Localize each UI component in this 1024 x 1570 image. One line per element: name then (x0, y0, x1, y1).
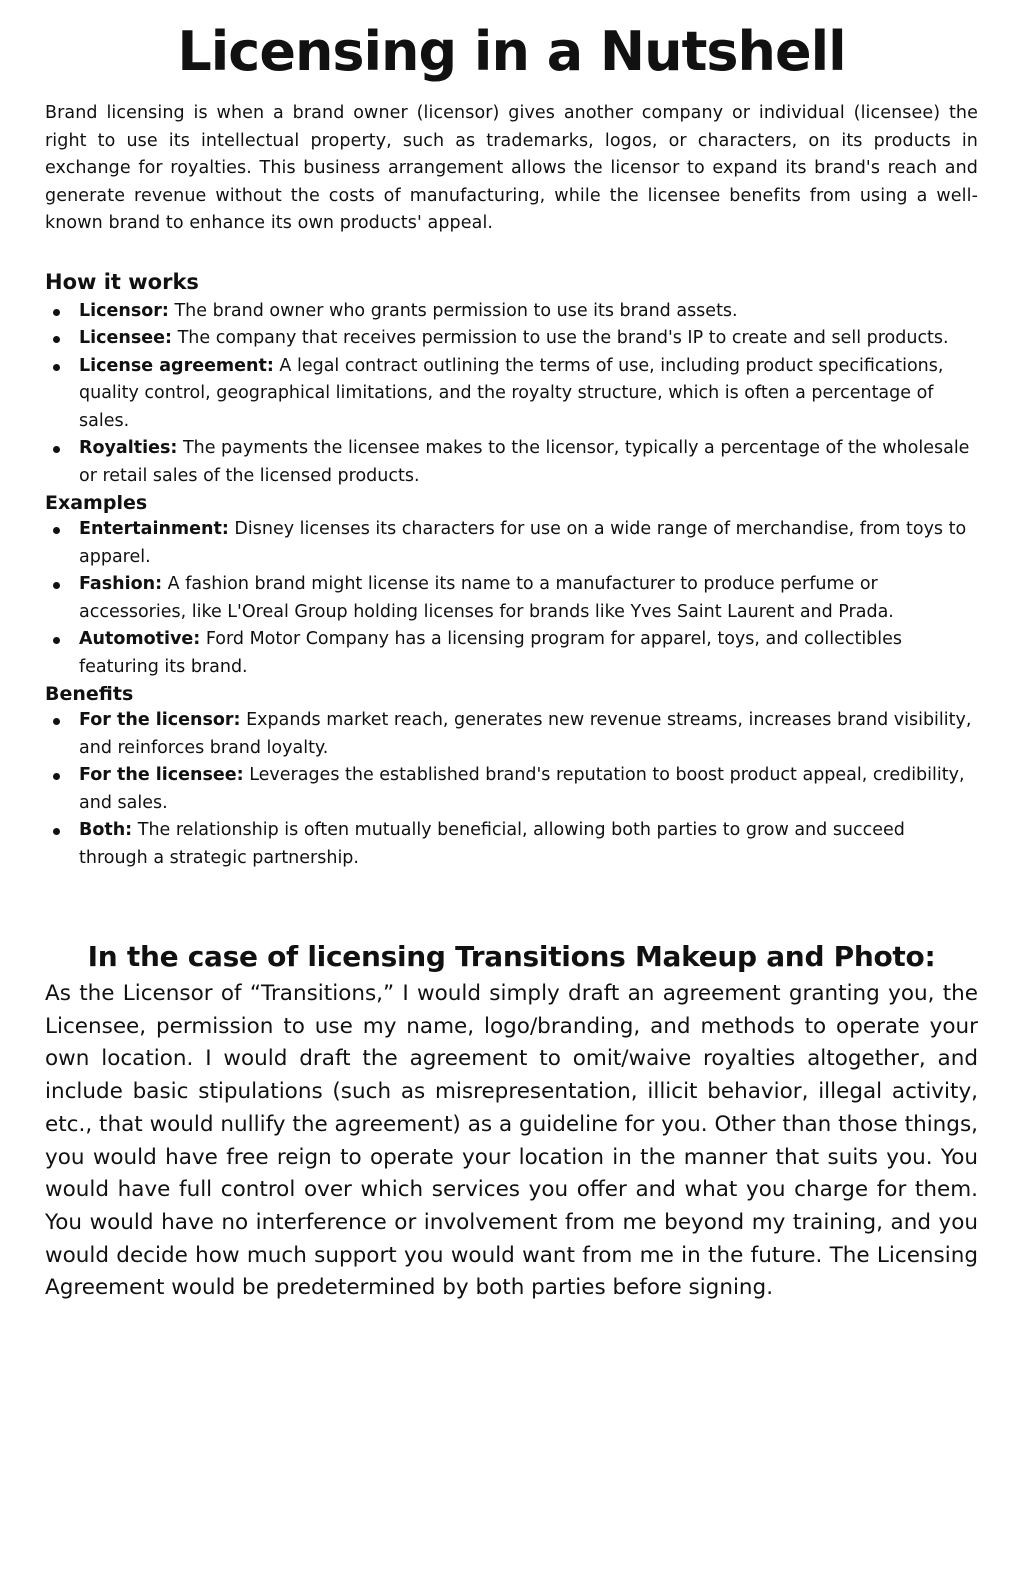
item-text: A legal contract outlining the terms of use, including product specifications, quality control, geographical limitations, and the royalty structure, which is often a percentage of sales. (79, 355, 944, 431)
bullet-icon (53, 637, 60, 644)
item-term: For the licensor: (79, 710, 241, 730)
item-text: The payments the licensee makes to the licensor, typically a percentage of the wholesale or retail sales of the licensed products. (79, 438, 970, 486)
list-item (79, 325, 978, 353)
intro-paragraph: Brand licensing is when a brand owner (licensor) gives another company or individual (licensee) the right to use its intellectual property, such as trademarks, logos, or characters, on its products in exchange for royalties. This business arrangement allows the licensor to expand its brand's reach and generate revenue without the costs of manufacturing, while the licensee benefits from using a well-known brand to enhance its own products' appeal. (45, 103, 978, 233)
item-text: Expands market reach, generates new revenue streams, increases brand visibility, and reinforces brand loyalty. (79, 710, 972, 758)
list-item (79, 571, 978, 626)
how-it-works-heading: How it works (45, 269, 199, 294)
item-term: Fashion: (79, 574, 163, 594)
benefits-list (45, 707, 978, 872)
item-term: Entertainment: (79, 519, 229, 539)
bullet-icon (53, 527, 60, 534)
item-text: The brand owner who grants permission to use its brand assets. (168, 300, 738, 321)
document-page (45, 0, 978, 1305)
item-text: Leverages the established brand's reputation to boost product appeal, credibility, and sales. (79, 765, 965, 813)
item-text: Ford Motor Company has a licensing program for apparel, toys, and collectibles featuring its brand. (79, 629, 903, 677)
item-term: Automotive: (79, 629, 201, 649)
item-text: The company that receives permission to use the brand's IP to create and sell products. (172, 328, 949, 348)
list-item (79, 435, 978, 490)
how-it-works-list (45, 298, 978, 491)
item-term: License agreement: (79, 355, 274, 376)
bullet-icon (53, 582, 60, 589)
examples-list (45, 516, 978, 681)
item-term: Licensor: (79, 300, 169, 321)
case-heading: In the case of licensing Transitions Makeup and Photo: (87, 940, 936, 973)
case-paragraph: As the Licensor of “Transitions,” I would simply draft an agreement granting you, the Licensee, permission to use my name, logo/branding, and methods to operate your own location. I would draft the agreement to omit/waive royalties altogether, and include basic stipulations (such as misrepresentation, illicit behavior, illegal activity, etc., that would nullify the agreement) as a guideline for you. Other than those things, you would have free reign to operate your location in the manner that suits you. You would have full control over which services you offer and what you charge for them. You would have no interference or involvement from me beyond my training, and you would decide how much support you would want from me in the future. The Licensing Agreement would be predetermined by both parties before signing. (45, 981, 978, 1301)
item-text: Disney licenses its characters for use on a wide range of merchandise, from toys to apparel. (79, 519, 967, 567)
list-item (79, 817, 978, 872)
list-item (79, 626, 978, 681)
examples-heading: Examples (45, 492, 148, 514)
page-title: Licensing in a Nutshell (177, 20, 846, 83)
bullet-icon (53, 336, 60, 343)
bullet-icon (53, 446, 60, 453)
bullet-icon (53, 364, 60, 371)
list-item (79, 353, 978, 436)
bullet-icon (53, 309, 60, 316)
item-term: Licensee: (79, 328, 173, 348)
list-item (79, 762, 978, 817)
benefits-heading: Benefits (45, 683, 134, 705)
list-item (79, 516, 978, 571)
item-term: Royalties: (79, 438, 178, 458)
bullet-icon (53, 828, 60, 835)
list-item (79, 298, 978, 326)
bullet-icon (53, 773, 60, 780)
list-item (79, 707, 978, 762)
item-text: The relationship is often mutually beneficial, allowing both parties to grow and succeed through a strategic partnership. (79, 820, 905, 868)
item-term: For the licensee: (79, 765, 244, 785)
item-term: Both: (79, 820, 133, 840)
item-text: A fashion brand might license its name to a manufacturer to produce perfume or accessories, like L'Oreal Group holding licenses for brands like Yves Saint Laurent and Prada. (79, 574, 894, 622)
bullet-icon (53, 718, 60, 725)
